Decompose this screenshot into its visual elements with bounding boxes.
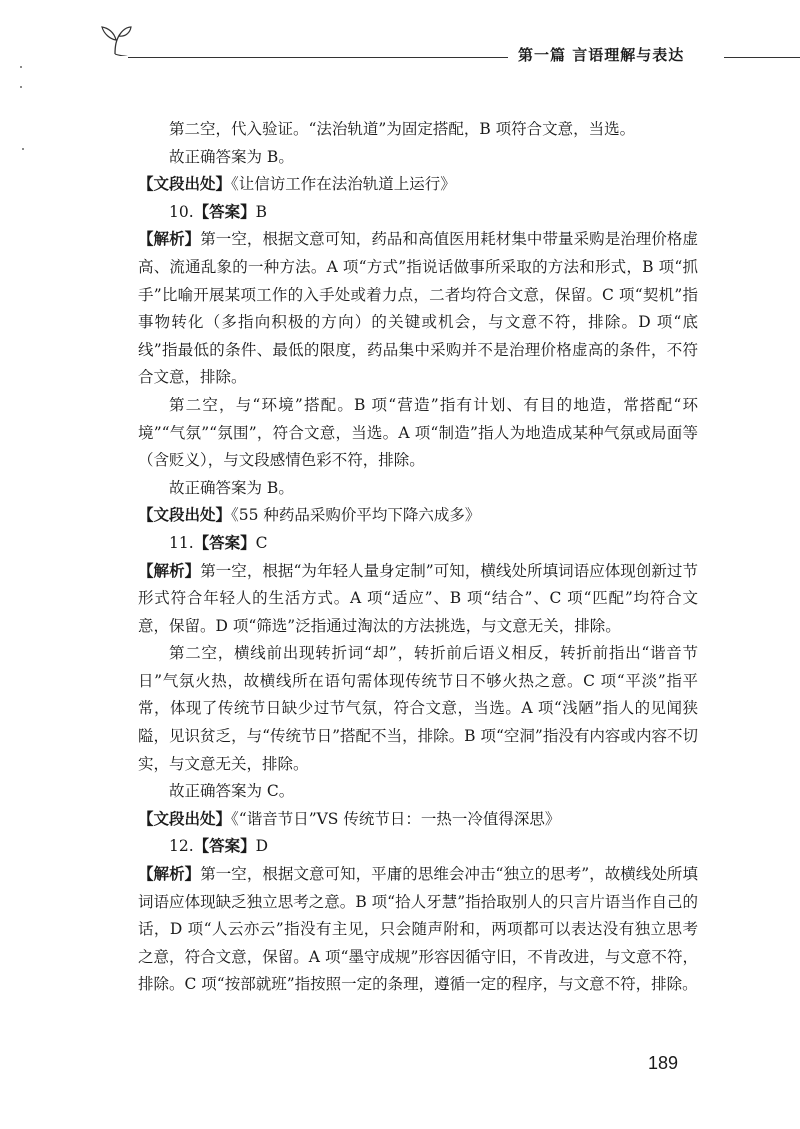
source-line [138, 502, 698, 530]
scan-speck [20, 86, 22, 88]
answer-value: D [255, 837, 269, 856]
analysis-tag: 【解析】 [138, 865, 201, 884]
source-tag: 【文段出处】 [138, 809, 232, 828]
header-rule-right [724, 57, 800, 58]
answer-line [138, 530, 698, 558]
question-number: 11. [169, 533, 194, 552]
header-rule-left [128, 57, 508, 58]
answer-value: C [255, 533, 268, 552]
chapter-title: 第一篇 言语理解与表达 [518, 46, 685, 64]
scan-speck [20, 66, 22, 68]
answer-value: B [255, 202, 268, 221]
analysis-tag: 【解析】 [138, 561, 201, 580]
sprout-icon [98, 24, 132, 56]
answer-line [138, 199, 698, 227]
analysis-paragraph [138, 558, 698, 641]
paragraph: 第二空，横线前出现转折词“却”，转折前后语义相反，转折前指出“谐音节日”气氛火热，故横线所在语句需体现传统节日不够火热之意。C 项“平淡”指平常，体现了传统节日缺少过节气氛，符合文意，当选。A 项“浅陋”指人的见闻狭隘，见识贫乏，与“传统节日”搭配不当，排除。B 项“空洞”指没有内容或内容不切实，与文意无关，排除。 [138, 644, 698, 773]
source-tag: 【文段出处】 [138, 175, 232, 194]
answer-statement: 故正确答案为 B。 [169, 478, 294, 497]
analysis-paragraph [138, 861, 698, 999]
answer-tag: 【答案】 [193, 533, 256, 552]
answer-statement: 故正确答案为 C。 [169, 782, 295, 801]
source-title: 《“谐音节日”VS 传统节日：一热一冷值得深思》 [231, 809, 561, 828]
analysis-paragraph [138, 226, 698, 392]
scan-speck [22, 148, 24, 150]
source-tag: 【文段出处】 [138, 506, 232, 525]
analysis-text: 第一空，根据文意可知，药品和高值医用耗材集中带量采购是治理价格虚高、流通乱象的一种方法。A 项“方式”指说话做事所采取的方法和形式，B 项“抓手”比喻开展某项工作的入手处或着力点，二者均符合文意，保留。C 项“契机”指事物转化（多指向积极的方向）的关键或机会，与文意不符，排除。D 项“底线”指最低的条件、最低的限度，药品集中采购并不是治理价格虚高的条件，不符合文意，排除。 [138, 230, 698, 387]
answer-tag: 【答案】 [193, 837, 256, 856]
source-title: 《让信访工作在法治轨道上运行》 [231, 175, 456, 194]
analysis-tag: 【解析】 [138, 230, 201, 249]
analysis-text: 第一空，根据文意可知，平庸的思维会冲击“独立的思考”，故横线处所填词语应体现缺乏独立思考之意。B 项“拾人牙慧”指拾取别人的只言片语当作自己的话，D 项“人云亦云”指没有主见，只会随声附和，两项都可以表达没有独立思考之意，符合文意，保留。A 项“墨守成规”形容因循守旧，不肯改进，与文意不符，排除。C 项“按部就班”指按照一定的条理，遵循一定的程序，与文意不符，排除。 [138, 865, 698, 994]
page-number: 189 [648, 1053, 679, 1073]
question-number: 12. [169, 837, 194, 856]
source-line [138, 171, 698, 199]
analysis-text: 第一空，根据“为年轻人量身定制”可知，横线处所填词语应体现创新过节形式符合年轻人的生活方式。A 项“适应”、B 项“结合”、C 项“匹配”均符合文意，保留。D 项“筛选”泛指通过淘汰的方法挑选，与文意无关，排除。 [138, 561, 698, 635]
paragraph: 第二空，与“环境”搭配。B 项“营造”指有计划、有目的地造，常搭配“环境”“气氛”“氛围”，符合文意，当选。A 项“制造”指人为地造成某种气氛或局面等（含贬义），与文段感情色彩不符，排除。 [138, 395, 698, 470]
page-body [138, 116, 698, 999]
answer-statement: 故正确答案为 B。 [169, 147, 294, 166]
answer-line [138, 833, 698, 861]
answer-tag: 【答案】 [193, 202, 256, 221]
page-header [0, 0, 800, 80]
question-number: 10. [169, 202, 194, 221]
source-line [138, 806, 698, 834]
source-title: 《55 种药品采购价平均下降六成多》 [231, 506, 481, 525]
paragraph: 第二空，代入验证。“法治轨道”为固定搭配，B 项符合文意，当选。 [169, 120, 636, 138]
